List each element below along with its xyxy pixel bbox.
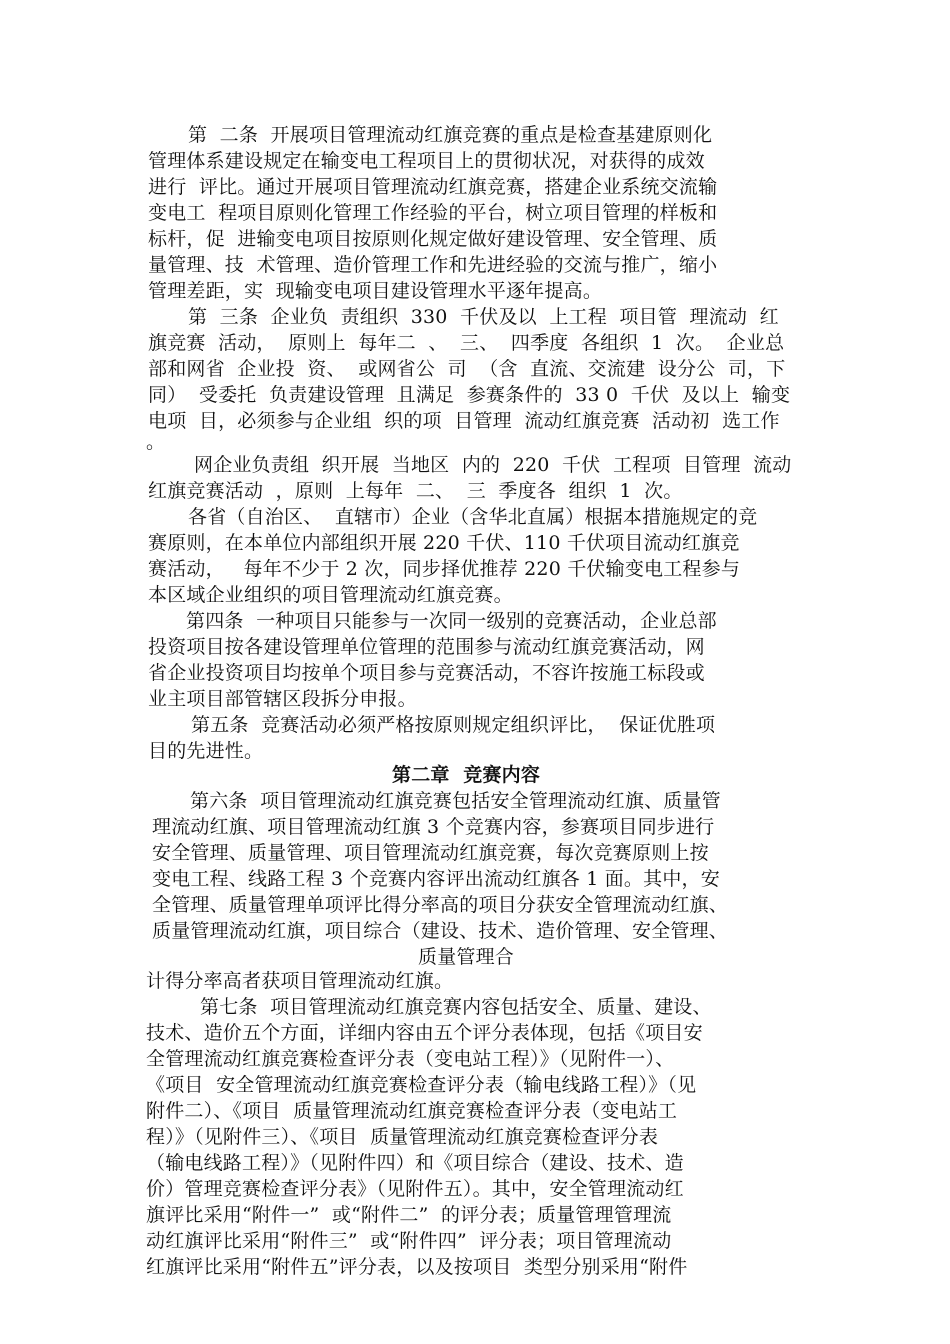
paragraph-line: 第五条 竞赛活动必须严格按原则规定组织评比， 保证优胜项 xyxy=(191,714,716,736)
paragraph-line: 管理差距，实 现输变电项目建设管理水平逐年提高。 xyxy=(148,280,603,302)
paragraph-line: 价）管理竞赛检查评分表》（见附件五）。其中，安全管理流动红 xyxy=(146,1178,684,1200)
paragraph-line: 电项 目，必须参与企业组 织的项 目管理 流动红旗竞赛 活动初 选工作 xyxy=(148,410,780,432)
paragraph-line: 质量管理合 xyxy=(418,946,515,968)
paragraph-line: 进行 评比。通过开展项目管理流动红旗竞赛，搭建企业系统交流输 xyxy=(148,176,718,198)
paragraph-line: 变电工程、线路工程 3 个竞赛内容评出流动红旗各 1 面。其中，安 xyxy=(152,868,720,890)
paragraph-line: 第 三条 企业负 责组织 330 千伏及以 上工程 项目管 理流动 红 xyxy=(188,306,779,328)
paragraph-line: 赛原则，在本单位内部组织开展 220 千伏、110 千伏项目流动红旗竞 xyxy=(148,532,740,554)
paragraph-line: 目的先进性。 xyxy=(148,740,264,762)
paragraph-line: 量管理、技 术管理、造价管理工作和先进经验的交流与推广，缩小 xyxy=(148,254,718,276)
paragraph-line: 旗竞赛 活动， 原则上 每年二 、 三、 四季度 各组织 1 次。 企业总 xyxy=(148,332,785,354)
paragraph-line: 计得分率高者获项目管理流动红旗。 xyxy=(146,970,454,992)
paragraph-line: 第 二条 开展项目管理流动红旗竞赛的重点是检查基建原则化 xyxy=(188,124,713,146)
paragraph-line: 各省（自治区、 直辖市）企业（含华北直属）根据本措施规定的竞 xyxy=(188,506,758,528)
paragraph-line: 投资项目按各建设管理单位管理的范围参与流动红旗竞赛活动，网 xyxy=(148,636,705,658)
paragraph-line: 红旗评比采用“附件五”评分表，以及按项目 类型分别采用“附件 xyxy=(146,1256,688,1278)
paragraph-line: 标杆，促 进输变电项目按原则化规定做好建设管理、安全管理、质 xyxy=(148,228,718,250)
paragraph-line: 同） 受委托 负责建设管理 且满足 参赛条件的 33 0 千伏 及以上 输变 xyxy=(148,384,791,406)
chapter-heading: 第二章 竞赛内容 xyxy=(392,764,541,786)
paragraph-line: 旗评比采用“附件一” 或“附件二” 的评分表；质量管理管理流 xyxy=(146,1204,672,1226)
paragraph-line: 省企业投资项目均按单个项目参与竞赛活动，不容许按施工标段或 xyxy=(148,662,705,684)
paragraph-line: （输电线路工程）》（见附件四）和《项目综合（建设、技术、造 xyxy=(146,1152,684,1174)
paragraph-line: 第四条 一种项目只能参与一次同一级别的竞赛活动，企业总部 xyxy=(186,610,717,632)
paragraph-line: 动红旗评比采用“附件三” 或“附件四” 评分表；项目管理流动 xyxy=(146,1230,672,1252)
paragraph-line: 第六条 项目管理流动红旗竞赛包括安全管理流动红旗、质量管 xyxy=(190,790,721,812)
paragraph-line: 全管理、质量管理单项评比得分率高的项目分获安全管理流动红旗、 xyxy=(152,894,729,916)
paragraph-line: 安全管理、质量管理、项目管理流动红旗竞赛，每次竞赛原则上按 xyxy=(152,842,709,864)
paragraph-line: 网企业负责组 织开展 当地区 内的 220 千伏 工程项 目管理 流动 xyxy=(194,454,792,476)
paragraph-line: 技术、造价五个方面，详细内容由五个评分表体现，包括《项目安 xyxy=(146,1022,703,1044)
paragraph-line: 本区域企业组织的项目管理流动红旗竞赛。 xyxy=(148,584,513,606)
paragraph-line: 赛活动， 每年不少于 2 次，同步择优推荐 220 千伏输变电工程参与 xyxy=(148,558,741,580)
paragraph-line: 《项目 安全管理流动红旗竞赛检查评分表（输电线路工程）》（见 xyxy=(146,1074,697,1096)
paragraph-line: 部和网省 企业投 资、 或网省公 司 （含 直流、交流建 设分公 司，下 xyxy=(148,358,786,380)
paragraph-line: 质量管理流动红旗，项目综合（建设、技术、造价管理、安全管理、 xyxy=(152,920,729,942)
paragraph-line: 全管理流动红旗竞赛检查评分表（变电站工程）》（见附件一）、 xyxy=(146,1048,675,1070)
paragraph-line: 管理体系建设规定在输变电工程项目上的贯彻状况，对获得的成效 xyxy=(148,150,705,172)
paragraph-line: 第七条 项目管理流动红旗竞赛内容包括安全、质量、建设、 xyxy=(200,996,712,1018)
paragraph-line: 红旗竞赛活动 ，原则 上每年 二、 三 季度各 组织 1 次。 xyxy=(148,480,683,502)
paragraph-line: 附件二）、《项目 质量管理流动红旗竞赛检查评分表（变电站工 xyxy=(146,1100,678,1122)
paragraph-line: 业主项目部管辖区段拆分申报。 xyxy=(148,688,417,710)
paragraph-line: 。 xyxy=(146,431,166,453)
paragraph-line: 理流动红旗、项目管理流动红旗 3 个竞赛内容，参赛项目同步进行 xyxy=(152,816,715,838)
paragraph-line: 变电工 程项目原则化管理工作经验的平台，树立项目管理的样板和 xyxy=(148,202,718,224)
paragraph-line: 程）》（见附件三）、《项目 质量管理流动红旗竞赛检查评分表 xyxy=(146,1126,659,1148)
